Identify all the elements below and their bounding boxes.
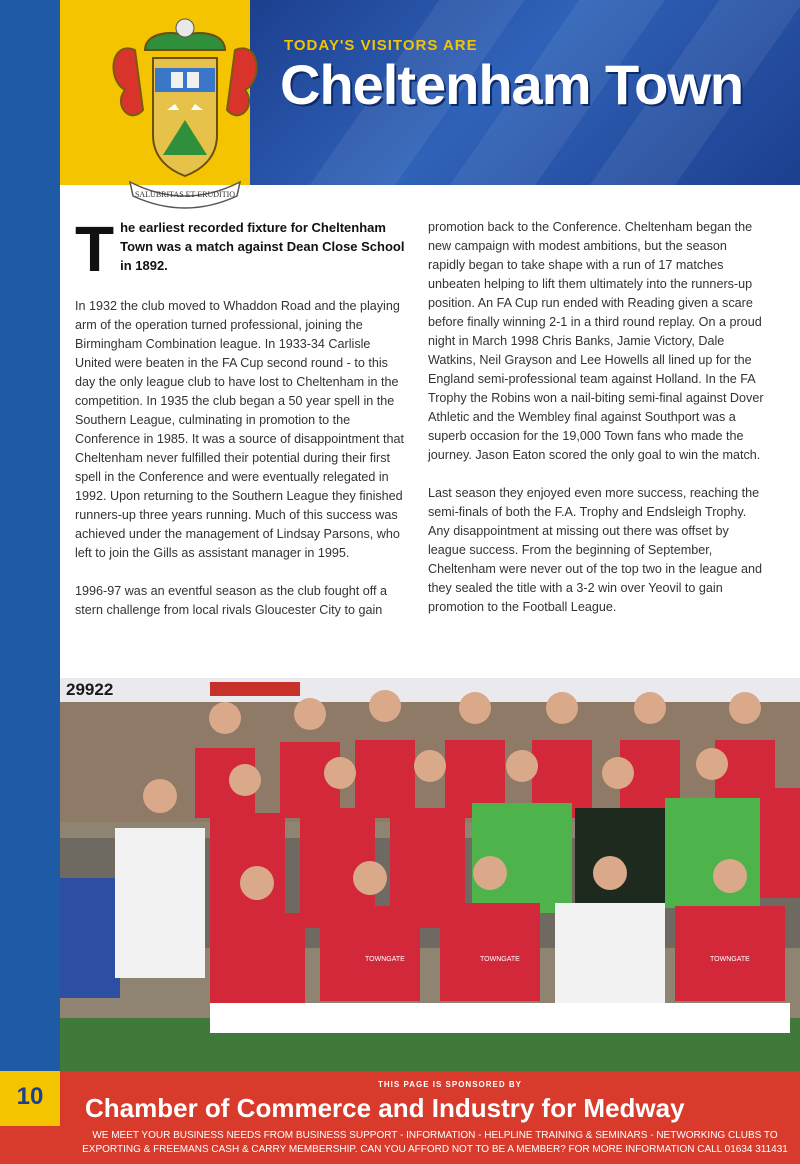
sponsor-name: Chamber of Commerce and Industry for Medway (85, 1093, 685, 1123)
left-blue-strip (0, 0, 60, 1164)
ground-board-number: 29922 (66, 680, 114, 699)
front-row (210, 903, 790, 1033)
article-lead (75, 213, 407, 285)
crest-motto: SALUBRITAS ET ERUDITIO (134, 190, 236, 199)
team-photo (60, 678, 800, 1071)
svg-text:TOWNGATE: TOWNGATE (365, 956, 405, 963)
page-number: 10 (16, 1083, 44, 1110)
club-crest-icon (105, 10, 265, 210)
article-paragraph: In 1932 the club moved to Whaddon Road and the playing arm of the operation turned professional, joining the Birmingham Combination league. In 1933-34 Carlisle United were beaten in the FA Cup second round - to this day the only league club to have lost to Cheltenham in the competition. In 1935 the club began a 50 year spell in the Southern League, culminating in promotion to the Conference in 1985. It was a source of disappointment that Cheltenham never fulfilled their potential during their first spell in the Conference and were eventually relegated in 1992. Upon returning to the Southern League they finished runners-up three years running. Much of this success was achieved under the management of Lindsay Parsons, who left to join the Gills as assistant manager in 1995. (75, 299, 405, 560)
visitors-kicker: TODAY'S VISITORS ARE (284, 37, 478, 54)
article-column-left (75, 213, 407, 639)
svg-text:TOWNGATE: TOWNGATE (710, 956, 750, 963)
team-photo-illustration (60, 678, 800, 1071)
article-paragraph: Last season they enjoyed even more success, reaching the semi-finals of both the F.A. Trophy and Endsleigh Trophy. Any disappointment at missing out there was offset by league success. From the beginning of September, Cheltenham were never out of the top two in the league and they sealed the title with a 3-2 win over Yeovil to gain promotion to the Football League. (428, 486, 762, 614)
svg-text:TOWNGATE: TOWNGATE (480, 956, 520, 963)
article-paragraph: promotion back to the Conference. Cheltenham began the new campaign with modest ambitions, but the season rapidly began to take shape with a run of 17 matches unbeaten helping to lift them ultimately into the runners-up position. An FA Cup run ended with Reading given a scare before finally winning 2-1 in a third round replay. On a proud night in March 1998 Chris Banks, Jamie Victory, Dale Watkins, Neil Grayson and Lee Howells all lined up for the England semi-professional team against Holland. In the FA Trophy the Robins won a nail-biting semi-final against Dover Athletic and the Wembley final against Southport was a superb occasion for the 19,000 Town fans who made the journey. Jason Eaton scored the only goal to win the match. (428, 220, 764, 462)
sponsor-details: WE MEET YOUR BUSINESS NEEDS FROM BUSINESS SUPPORT - INFORMATION - HELPLINE TRAINING & SEMINARS - NETWORKING CLUBS TO EXPORTING & FREEMANS CASH & CARRY MEMBERSHIP. CAN YOU AFFORD NOT TO BE A MEMBER? FOR MORE INFORMATION CALL 01634 311431 (82, 1130, 788, 1155)
article-paragraph: 1996-97 was an eventful season as the club fought off a stern challenge from local rivals Gloucester City to gain (75, 584, 388, 617)
drop-cap: T (75, 213, 115, 285)
lead-text: he earliest recorded fixture for Cheltenham Town was a match against Dean Close School in 1892. (120, 220, 405, 273)
article-column-right (428, 218, 764, 636)
page-title: Cheltenham Town (280, 53, 744, 116)
sponsor-label: THIS PAGE IS SPONSORED BY (378, 1080, 522, 1089)
